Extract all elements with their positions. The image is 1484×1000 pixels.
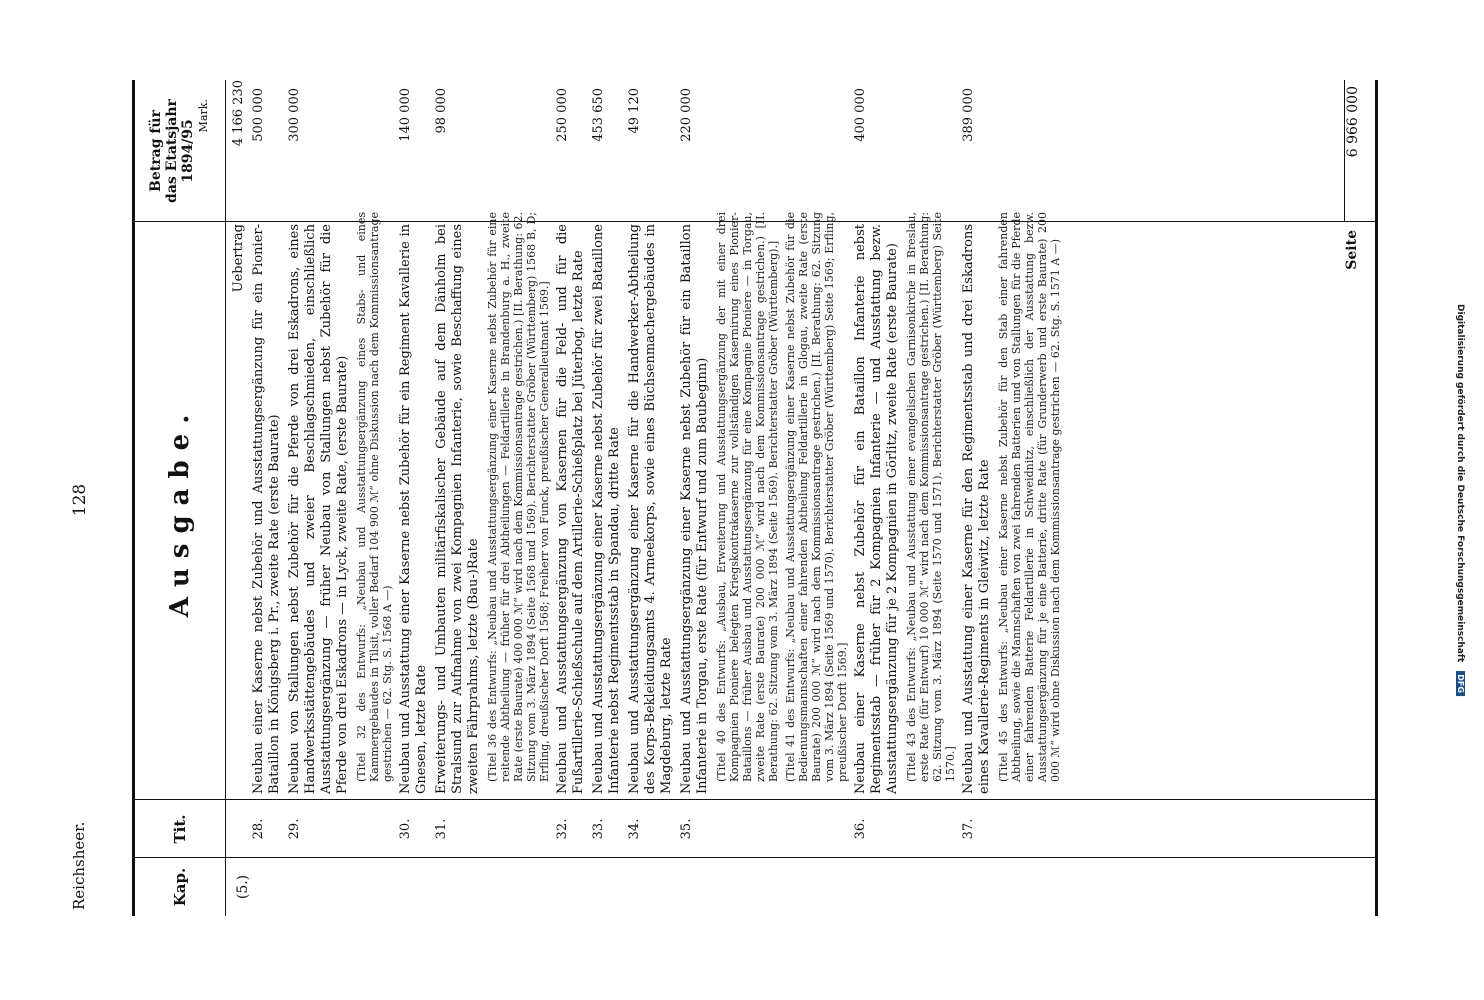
row-tit: 32. [555, 818, 570, 840]
carry-over-amount: 4 166 230 [231, 80, 246, 147]
row-tit [997, 800, 1062, 858]
table-row [398, 80, 430, 916]
table-row [627, 80, 675, 916]
row-tit: 29. [287, 818, 302, 840]
row-amount: 98 000 [434, 88, 449, 134]
row-amount: 49 120 [627, 88, 642, 134]
table-row [251, 80, 283, 916]
row-text: Neubau einer Kaserne nebst Zubehör und Ausstattungsergänzung für ein Pionier-Bataillon in Königsberg i. Pr., zweite Rate (erste Baurate) [251, 224, 282, 794]
row-amount: 389 000 [961, 88, 976, 142]
table-row [555, 80, 587, 916]
row-tit: 34. [627, 818, 642, 840]
digitization-credit-text: Digitalisierung gefördert durch die Deutsche Forschungsgemeinschaft [1455, 304, 1465, 663]
row-amount: 500 000 [251, 88, 266, 142]
header-ausgabe: Ausgabe. [135, 221, 226, 800]
note-row [997, 80, 1062, 916]
row-text: Erweiterungs- und Umbauten militärfiskalischer Gebäude auf dem Dänholm bei Stralsund zur Aufnahme von zwei Kompagnien Infanterie, sowie Beschaffung eines zweiten Fährprahms, letzte (Bau-)Rate [434, 224, 481, 794]
row-text: Neubau einer Kaserne nebst Zubehör für ein Bataillon Infanterie nebst Regimentsstab — früher für 2 Kompagnien Infanterie — und Ausstattung bezw. Ausstattungsergänzung für je 2 Kompagnien in Görlitz, zweite Rate (erste Baurate) [853, 224, 900, 794]
row-tit: 35. [679, 818, 694, 840]
header-amount-line2: das Etatsjahr [164, 99, 180, 203]
carry-over-label: Uebertrag [231, 224, 246, 293]
row-text: Neubau und Ausstattungsergänzung von Kasernen für die Feld- und für die Fußartillerie-Schießschule auf dem Artillerie-Schießplatz bei Jüterbog, letzte Rate [555, 224, 586, 794]
row-tit: 31. [434, 818, 449, 840]
header-amount-unit: Mark. [197, 99, 210, 133]
header-amount-line3: 1894/95 [180, 119, 196, 183]
row-note: (Titel 36 des Entwurfs: „Neubau und Ausstattungsergänzung einer Kaserne nebst Zubehör für eine reitende Abtheilung — früher für drei Abtheilungen — Feldartillerie in Brandenburg a. H., zweite Rate (erste Baurate) 400 000 ℳ“ wird nach dem Kommissionsantrage gestrichen.) [II. Berathung: 62. Sitzung vom 3. März 1894 (Seite 1568 und 1569). Berichterstatter Gröber (Württemberg) 1568 B, D; Erfling, dreußischer Dorft 1568; Freiherr von Funck, preußischer Generalleutnant 1569.] [486, 212, 551, 782]
total-amount: 6 966 000 [1344, 80, 1361, 222]
document-page [32, 20, 1452, 980]
note-row [486, 80, 551, 916]
row-amount [905, 70, 957, 212]
row-tit: 28. [251, 818, 266, 840]
row-amount: 300 000 [287, 88, 302, 142]
row-tit: 36. [853, 818, 868, 840]
row-text: Neubau und Ausstattung einer Kaserne für den Regimentsstab und drei Eskadrons eines Kavallerie-Regiments in Gleiwitz, letzte Rate [961, 224, 992, 794]
row-note: (Titel 41 des Entwurfs: „Neubau und Ausstattungsergänzung einer Kaserne nebst Zubehör für die Bedienungsmannschaften einer fahrenden Abtheilung Feldartillerie in Glogau, zweite Rate (erste Baurate) 200 000 ℳ“ wird nach dem Kommissionsantrage gestrichen.) [II. Berathung: 62. Sitzung vom 3. März 1894 (Seite 1569 und 1570). Berichterstatter Gröber (Württemberg) Seite 1569; Erfling, preußischer Dorft 1569.] [784, 212, 849, 782]
row-tit: 33. [591, 818, 606, 840]
row-amount: 140 000 [398, 88, 413, 142]
note-row [715, 80, 780, 916]
row-tit [486, 800, 551, 858]
row-note: (Titel 40 des Entwurfs: „Ausbau, Erweiterung und Ausstattungsergänzung der mit einer drei Kompagnien Pioniere belegten Kriegskontrakaserne zur vollständigen Kasernirung eines Pionier-Bataillons — früher Ausbau und Ausstattungsergänzung für eine Kompagnie Pioniere — in Torgau, zweite Rate (erste Baurate) 200 000 ℳ“ wird nach dem Kommissionsantrage gestrichen.) [II. Berathung: 62. Sitzung vom 3. März 1894 (Seite 1569). Berichterstatter Gröber (Württemberg).] [715, 212, 780, 782]
row-tit [355, 800, 394, 858]
budget-table [132, 80, 1378, 916]
page-number: 128 [70, 483, 90, 517]
table-row [434, 80, 482, 916]
row-note: (Titel 43 des Entwurfs: „Neubau und Ausstattung einer evangelischen Garnisonkirche in Breslau, erste Rate (für Entwurf) 10 000 ℳ“ wird nach dem Kommissionsantrage gestrichen.) [II. Berathung: 62. Sitzung vom 3. März 1894 (Seite 1570 und 1571). Berichterstatter Gröber (Württemberg) Seite 1570.] [905, 212, 957, 782]
row-tit [905, 800, 957, 858]
row-note: (Titel 45 des Entwurfs: „Neubau einer Kaserne nebst Zubehör für den Stab einer fahrenden Abtheilung, sowie die Mannschaften von zwei fahrenden Batterien und von Stallungen für die Pferde einer fahrenden Batterie Feldartillerie in Schweidnitz, einschließlich der Ausstattung bezw. Ausstattungsergänzung für je eine Batterie, dritte Rate (für Grunderwerb und erste Baurate) 200 000 ℳ“ wird ohne Diskussion nach dem Kommissionsantrage gestrichen — 62. Stg. S. 1571 A —) [997, 212, 1062, 782]
header-kap: Kap. [135, 857, 226, 916]
table-row [679, 80, 711, 916]
row-amount: 453 650 [591, 88, 606, 142]
row-text: Neubau und Ausstattungsergänzung einer Kaserne nebst Zubehör für ein Bataillon Infanterie in Torgau, erste Rate (für Entwurf und zum Baubeginn) [679, 224, 710, 794]
row-tit [715, 800, 780, 858]
row-amount [486, 70, 551, 212]
header-amount-line1: Betrag für [148, 110, 164, 192]
row-amount: 400 000 [853, 88, 868, 142]
row-text: Neubau und Ausstattung einer Kaserne nebst Zubehör für ein Regiment Kavallerie in Gnesen, letzte Rate [398, 224, 429, 794]
row-text: Neubau von Stallungen nebst Zubehör für die Pferde von drei Eskadrons, eines Handwerksstättengebäudes und zweier Beschlagschmieden, einschließlich Ausstattungsergänzung — früher Neubau von Stallungen nebst Zubehör für die Pferde von drei Eskadrons — in Lyck, zweite Rate, (erste Baurate) [287, 224, 350, 794]
carry-over-row [231, 80, 247, 916]
table-rows [231, 80, 1062, 916]
table-row [853, 80, 901, 916]
row-amount [997, 70, 1062, 212]
total-row [1344, 80, 1361, 916]
table-row [591, 80, 623, 916]
header-amount [135, 80, 226, 222]
row-tit: 37. [961, 818, 976, 840]
kap-number: (5.) [235, 874, 251, 900]
row-amount: 220 000 [679, 88, 694, 142]
note-row [905, 80, 957, 916]
row-text: Neubau und Ausstattungsergänzung einer Kaserne für die Handwerker-Abtheilung des Korps-Bekleidungsamts 4. Armeekorps, sowie eines Büchsenmachergebäudes in Magdeburg, letzte Rate [627, 224, 674, 794]
row-text: Neubau und Ausstattungsergänzung einer Kaserne nebst Zubehör für zwei Bataillone Infanterie nebst Regimentsstab in Spandau, dritte Rate [591, 224, 622, 794]
running-head: Reichsheer. [70, 821, 88, 910]
dfg-logo: DFG [1456, 671, 1465, 696]
row-amount: 250 000 [555, 88, 570, 142]
row-amount [715, 70, 780, 212]
note-row [784, 80, 849, 916]
note-row [355, 80, 394, 916]
header-tit: Tit. [135, 799, 226, 858]
row-amount [355, 70, 394, 212]
row-tit: 30. [398, 818, 413, 840]
row-tit [784, 800, 849, 858]
row-amount [784, 70, 849, 212]
total-label: Seite [1344, 230, 1360, 270]
digitization-credit [1455, 304, 1465, 696]
table-row [287, 80, 351, 916]
row-note: (Titel 32 des Entwurfs: „Neubau und Ausstattungsergänzung eines Stabs- und eines Kammergebäudes in Tilsit, voller Bedarf 104 900 ℳ“ ohne Diskussion nach dem Kommissionsantrage gestrichen — 62. Stg. S. 1568 A —) [355, 212, 394, 782]
table-row [961, 80, 993, 916]
